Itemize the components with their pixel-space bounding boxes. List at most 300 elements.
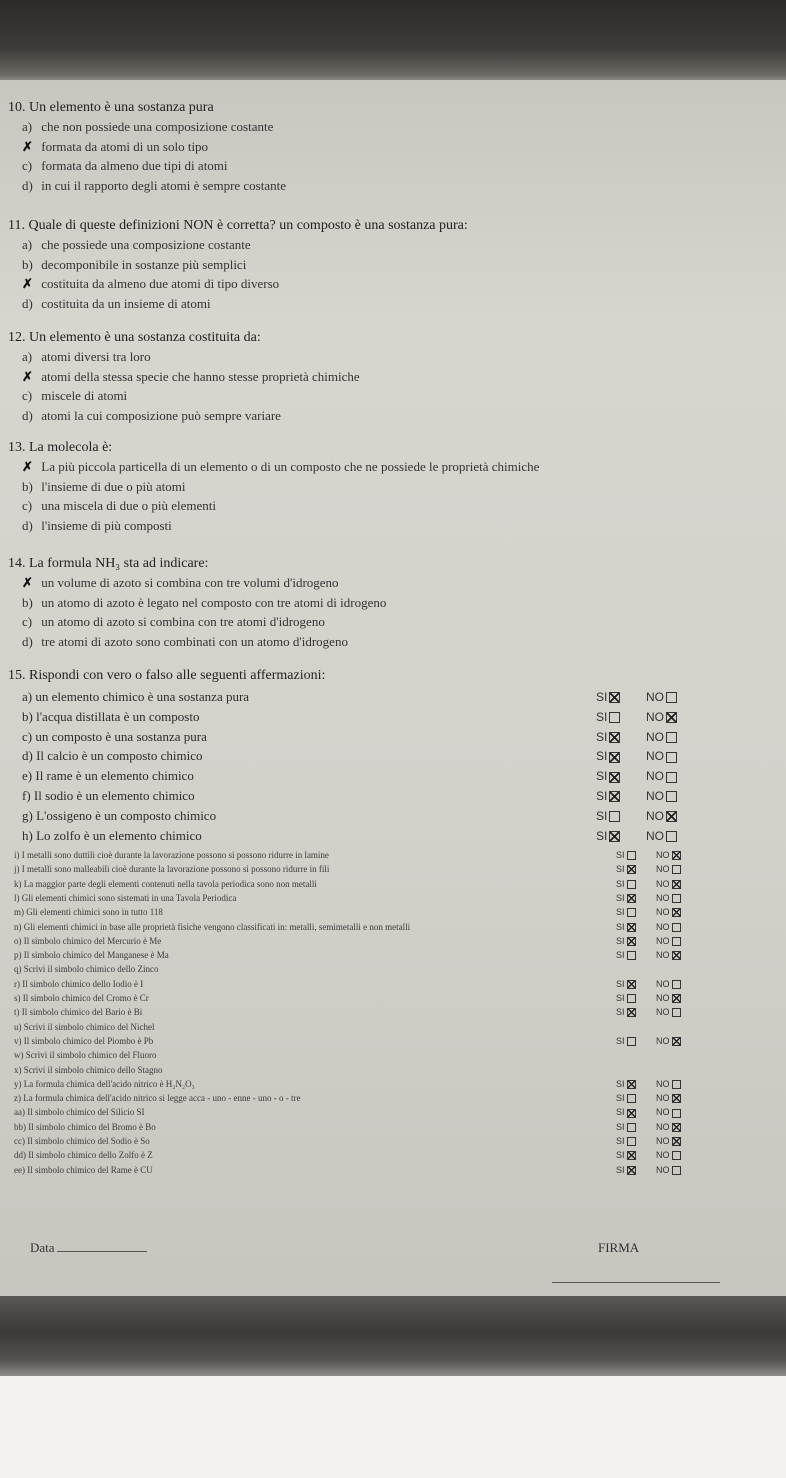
tf-small-item-22 [14, 1165, 153, 1175]
option-4-3[interactable] [22, 634, 348, 650]
option-text: La più piccola particella di un elemento o di un composto che ne possiede le proprietà chimiche [41, 459, 540, 474]
no-label: NO [646, 769, 664, 784]
no-option[interactable] [646, 829, 677, 843]
tf-small-item-12 [14, 1022, 154, 1032]
question-number: 13. [8, 440, 26, 455]
si-label: SI [616, 950, 625, 961]
no-option[interactable] [656, 1122, 681, 1132]
option-text: costituita da un insieme di atomi [41, 295, 211, 311]
option-text: costituita da almeno due atomi di tipo diverso [41, 276, 280, 291]
item-text: L'ossigeno è un composto chimico [36, 807, 217, 823]
item-text: v) Il simbolo chimico del Piombo è Pb [14, 1035, 154, 1046]
no-option[interactable] [656, 879, 681, 889]
no-option[interactable] [646, 809, 677, 823]
no-checkbox[interactable] [666, 831, 677, 842]
si-option[interactable] [616, 879, 636, 889]
no-option[interactable] [656, 922, 681, 932]
question-text: Rispondi con vero o falso alle seguenti affermazioni: [29, 668, 326, 683]
option-letter: c) [22, 158, 33, 173]
no-checkbox[interactable] [672, 1166, 681, 1175]
no-label: NO [656, 935, 670, 946]
item-text: Il sodio è un elemento chimico [33, 788, 195, 803]
no-option[interactable] [656, 1079, 681, 1089]
si-checkbox[interactable] [627, 1166, 636, 1175]
question-4-title [8, 556, 208, 572]
tf-small-item-19 [14, 1122, 156, 1132]
si-checkbox[interactable] [627, 1037, 636, 1046]
no-checkbox[interactable] [672, 937, 681, 946]
tf-item-5 [22, 788, 195, 804]
tf-item-4 [22, 768, 194, 784]
si-label: SI [616, 993, 625, 1003]
no-label: NO [656, 1136, 670, 1146]
no-label: NO [646, 789, 664, 803]
item-text: j) I metalli sono malleabili cioè durante la lavorazione possono si possono ridurre in fili [14, 864, 330, 875]
si-checkbox[interactable] [627, 851, 636, 860]
option-1-0[interactable] [22, 237, 251, 253]
si-checkbox[interactable] [627, 894, 636, 903]
option-text: l'insieme di due o più atomi [41, 478, 186, 494]
date-label: Data [30, 1240, 55, 1255]
si-checkbox[interactable] [627, 951, 636, 960]
si-checkbox[interactable] [627, 1080, 636, 1089]
item-text: cc) Il simbolo chimico del Sodio è So [14, 1136, 150, 1146]
no-option[interactable] [656, 950, 681, 960]
no-option[interactable] [656, 1136, 681, 1146]
no-checkbox[interactable] [672, 880, 681, 889]
no-checkbox[interactable] [672, 923, 681, 932]
option-text: formata da almeno due tipi di atomi [41, 158, 228, 173]
si-label: SI [616, 1035, 625, 1046]
si-option[interactable] [616, 922, 636, 932]
no-checkbox[interactable] [672, 908, 681, 917]
option-2-3[interactable] [22, 408, 281, 424]
no-label: NO [656, 1150, 670, 1161]
si-label: SI [616, 1078, 625, 1089]
tf-small-item-6 [14, 936, 161, 946]
option-letter: c) [22, 498, 33, 513]
option-text: tre atomi di azoto sono combinati con un atomo d'idrogeno [41, 633, 348, 649]
si-checkbox[interactable] [627, 1109, 636, 1118]
no-option[interactable] [646, 749, 677, 763]
item-text: i) I metalli sono duttili cioè durante la lavorazione possono si possono ridurre in lamine [14, 850, 329, 860]
si-checkbox[interactable] [609, 831, 620, 842]
no-option[interactable] [646, 769, 677, 783]
si-checkbox[interactable] [609, 712, 620, 723]
option-3-1[interactable] [22, 479, 186, 495]
question-text: La molecola è: [29, 440, 113, 455]
no-label: NO [656, 892, 670, 903]
tf-small-item-4 [14, 907, 163, 917]
si-checkbox[interactable] [609, 692, 620, 703]
no-label: NO [656, 1078, 670, 1089]
signature-field[interactable] [598, 1240, 639, 1256]
si-label: SI [616, 850, 625, 860]
no-option[interactable] [656, 1007, 681, 1017]
no-checkbox[interactable] [672, 1151, 681, 1160]
option-1-1[interactable] [22, 257, 246, 273]
si-option[interactable] [616, 893, 636, 903]
option-letter: a) [22, 237, 33, 252]
no-checkbox[interactable] [672, 1137, 681, 1146]
option-text: un atomo di azoto è legato nel composto con tre atomi di idrogeno [41, 594, 387, 610]
no-checkbox[interactable] [672, 951, 681, 960]
item-letter: a) [22, 689, 33, 704]
si-checkbox[interactable] [627, 865, 636, 874]
si-label: SI [596, 828, 608, 843]
no-option[interactable] [646, 789, 677, 803]
item-text: y) La formula chimica dell'acido nitrico è H₂N₂O₃ [14, 1078, 195, 1089]
no-checkbox[interactable] [666, 811, 677, 822]
tf-small-item-10 [14, 993, 149, 1003]
si-label: SI [616, 878, 625, 889]
option-letter: b) [22, 594, 33, 610]
option-text: formata da atomi di un solo tipo [41, 138, 209, 154]
item-text: un elemento chimico è una sostanza pura [35, 689, 250, 704]
option-4-2[interactable] [22, 614, 325, 630]
no-checkbox[interactable] [666, 791, 677, 802]
selected-mark-icon: ✗ [22, 276, 33, 291]
signature-label: FIRMA [598, 1240, 640, 1255]
no-checkbox[interactable] [672, 1008, 681, 1017]
item-text: k) La maggior parte degli elementi contenuti nella tavola periodica sono non metalli [14, 878, 317, 889]
option-3-2[interactable] [22, 498, 216, 514]
no-checkbox[interactable] [672, 1123, 681, 1132]
option-text: l'insieme di più composti [41, 517, 172, 533]
no-label: NO [656, 864, 670, 875]
no-checkbox[interactable] [672, 1037, 681, 1046]
option-0-1[interactable] [22, 139, 208, 155]
si-option[interactable] [616, 936, 636, 946]
no-option[interactable] [656, 850, 681, 860]
si-option[interactable] [596, 829, 620, 843]
option-4-0[interactable] [22, 575, 339, 591]
si-checkbox[interactable] [627, 937, 636, 946]
no-label: NO [646, 690, 664, 704]
no-checkbox[interactable] [666, 772, 677, 783]
si-option[interactable] [616, 1093, 636, 1103]
option-3-3[interactable] [22, 518, 172, 534]
item-letter: g) [22, 807, 33, 823]
option-text: un atomo di azoto si combina con tre atomi d'idrogeno [41, 614, 325, 629]
item-text: r) Il simbolo chimico dello Iodio è I [14, 978, 144, 989]
tf-small-item-11 [14, 1007, 142, 1017]
no-checkbox[interactable] [666, 732, 677, 743]
si-label: SI [596, 808, 608, 823]
si-label: SI [616, 1150, 625, 1161]
no-label: NO [656, 1035, 670, 1046]
si-checkbox[interactable] [627, 1094, 636, 1103]
item-letter: h) [22, 827, 33, 843]
si-label: SI [596, 789, 608, 803]
selected-mark-icon: ✗ [22, 575, 33, 590]
option-4-1[interactable] [22, 595, 386, 611]
no-option[interactable] [656, 1107, 681, 1117]
no-label: NO [656, 850, 670, 860]
option-0-2[interactable] [22, 158, 228, 174]
tf-item-6 [22, 808, 216, 824]
tf-small-item-0 [14, 850, 329, 860]
si-checkbox[interactable] [627, 1137, 636, 1146]
si-label: SI [596, 749, 608, 764]
no-option[interactable] [656, 1036, 681, 1046]
tf-small-item-7 [14, 950, 169, 960]
selected-mark-icon: ✗ [22, 138, 33, 154]
no-label: NO [646, 729, 664, 744]
no-checkbox[interactable] [672, 851, 681, 860]
no-label: NO [646, 709, 664, 724]
si-option[interactable] [596, 769, 620, 783]
question-15-title [8, 668, 325, 684]
si-label: SI [596, 729, 608, 744]
no-option[interactable] [656, 907, 681, 917]
si-option[interactable] [616, 1036, 636, 1046]
option-0-0[interactable] [22, 119, 273, 135]
option-letter: b) [22, 478, 33, 494]
option-text: una miscela di due o più elementi [41, 498, 216, 513]
item-text: bb) Il simbolo chimico del Bromo è Bo [14, 1121, 156, 1132]
option-0-3[interactable] [22, 178, 286, 194]
item-text: m) Gli elementi chimici sono in tutto 118 [14, 907, 163, 918]
item-letter: e) [22, 768, 33, 784]
item-text: s) Il simbolo chimico del Cromo è Cr [14, 993, 149, 1003]
si-label: SI [596, 709, 608, 724]
no-label: NO [656, 978, 670, 989]
si-option[interactable] [616, 1007, 636, 1017]
no-label: NO [656, 993, 670, 1003]
item-text: z) La formula chimica dell'acido nitrico si legge acca - uno - enne - uno - o - tre [14, 1093, 301, 1104]
no-label: NO [656, 878, 670, 889]
no-label: NO [656, 1121, 670, 1132]
no-option[interactable] [646, 730, 677, 744]
si-label: SI [616, 1136, 625, 1146]
question-3-title [8, 440, 112, 456]
tf-item-2 [22, 729, 207, 745]
question-number: 12. [8, 330, 26, 345]
tf-small-item-16 [14, 1079, 195, 1089]
question-0-title [8, 100, 214, 116]
si-option[interactable] [616, 864, 636, 874]
si-option[interactable] [616, 993, 636, 1003]
question-text: La formula NH₃ sta ad indicare: [29, 556, 209, 571]
option-letter: c) [22, 614, 33, 629]
tf-small-item-5 [14, 922, 410, 932]
no-label: NO [656, 921, 670, 932]
option-text: atomi della stessa specie che hanno stesse proprietà chimiche [41, 368, 360, 384]
tf-small-item-13 [14, 1036, 153, 1046]
no-label: NO [656, 1164, 670, 1175]
background-top-shadow [0, 0, 786, 88]
si-option[interactable] [596, 730, 620, 744]
tf-item-0 [22, 689, 249, 705]
option-2-1[interactable] [22, 369, 360, 385]
tf-small-item-9 [14, 979, 143, 989]
item-text: dd) Il simbolo chimico dello Zolfo è Z [14, 1150, 153, 1161]
si-option[interactable] [596, 809, 620, 823]
no-checkbox[interactable] [672, 994, 681, 1003]
question-text: Quale di queste definizioni NON è corretta? un composto è una sostanza pura: [28, 218, 468, 233]
date-field[interactable] [30, 1240, 147, 1256]
no-option[interactable] [656, 1093, 681, 1103]
si-option[interactable] [616, 850, 636, 860]
option-letter: b) [22, 256, 33, 272]
si-option[interactable] [616, 950, 636, 960]
signature-line[interactable] [552, 1282, 720, 1283]
no-option[interactable] [656, 864, 681, 874]
option-text: un volume di azoto si combina con tre volumi d'idrogeno [41, 575, 339, 590]
item-text: Il rame è un elemento chimico [35, 768, 194, 784]
no-option[interactable] [656, 993, 681, 1003]
item-text: o) Il simbolo chimico del Mercurio è Me [14, 935, 162, 946]
no-label: NO [656, 1107, 670, 1118]
si-option[interactable] [596, 690, 620, 704]
si-checkbox[interactable] [609, 752, 620, 763]
option-text: in cui il rapporto degli atomi è sempre costante [41, 177, 287, 193]
option-letter: d) [22, 517, 33, 533]
si-checkbox[interactable] [609, 811, 620, 822]
option-letter: d) [22, 177, 33, 193]
no-checkbox[interactable] [672, 1094, 681, 1103]
date-line[interactable] [57, 1251, 147, 1252]
option-text: che possiede una composizione costante [41, 237, 251, 252]
item-text: w) Scrivi il simbolo chimico del Fluoro [14, 1050, 157, 1061]
option-text: decomponibile in sostanze più semplici [41, 256, 247, 272]
item-text: t) Il simbolo chimico del Bario è Bi [14, 1007, 143, 1018]
tf-small-item-17 [14, 1093, 301, 1103]
option-text: che non possiede una composizione costante [41, 119, 274, 134]
no-option[interactable] [646, 710, 677, 724]
si-checkbox[interactable] [609, 732, 620, 743]
option-1-2[interactable] [22, 276, 279, 292]
item-text: x) Scrivi il simbolo chimico dello Stagno [14, 1064, 163, 1075]
item-letter: c) [22, 728, 33, 744]
si-label: SI [616, 1164, 625, 1175]
item-letter: d) [22, 748, 33, 764]
tf-small-item-8 [14, 964, 158, 974]
si-checkbox[interactable] [609, 791, 620, 802]
no-label: NO [656, 907, 670, 918]
si-label: SI [616, 1093, 625, 1104]
question-text: Un elemento è una sostanza costituita da: [29, 330, 261, 345]
si-label: SI [596, 690, 608, 704]
tf-item-7 [22, 828, 202, 844]
item-text: l) Gli elementi chimici sono sistemati in una Tavola Periodica [14, 892, 237, 903]
option-text: atomi diversi tra loro [41, 349, 151, 364]
si-label: SI [616, 1007, 625, 1018]
no-option[interactable] [656, 979, 681, 989]
si-option[interactable] [596, 749, 620, 763]
item-text: p) Il simbolo chimico del Manganese è Ma [14, 950, 169, 961]
question-number: 14. [8, 556, 26, 571]
si-checkbox[interactable] [627, 980, 636, 989]
item-text: Il calcio è un composto chimico [36, 748, 203, 764]
question-number: 15. [8, 668, 26, 683]
no-label: NO [656, 950, 670, 961]
option-letter: a) [22, 119, 33, 134]
tf-small-item-18 [14, 1107, 144, 1117]
option-letter: c) [22, 388, 33, 403]
si-label: SI [616, 935, 625, 946]
tf-item-3 [22, 748, 203, 764]
background-bottom-shadow [0, 1296, 786, 1376]
si-checkbox[interactable] [627, 908, 636, 917]
option-2-0[interactable] [22, 349, 151, 365]
item-text: q) Scrivi il simbolo chimico dello Zinco [14, 964, 159, 975]
si-checkbox[interactable] [627, 994, 636, 1003]
question-2-title [8, 330, 261, 346]
si-label: SI [596, 769, 608, 784]
no-option[interactable] [646, 690, 677, 704]
si-checkbox[interactable] [627, 1008, 636, 1017]
option-2-2[interactable] [22, 388, 127, 404]
si-option[interactable] [616, 1079, 636, 1089]
no-label: NO [646, 749, 664, 764]
si-checkbox[interactable] [627, 1123, 636, 1132]
option-letter: d) [22, 295, 33, 311]
option-text: atomi la cui composizione può sempre variare [41, 407, 281, 423]
tf-small-item-21 [14, 1150, 153, 1160]
no-option[interactable] [656, 1165, 681, 1175]
tf-small-item-15 [14, 1065, 163, 1075]
option-1-3[interactable] [22, 296, 211, 312]
tf-small-item-3 [14, 893, 236, 903]
si-option[interactable] [616, 1107, 636, 1117]
si-checkbox[interactable] [627, 880, 636, 889]
no-checkbox[interactable] [666, 712, 677, 723]
item-text: n) Gli elementi chimici in base alle proprietà fisiche vengono classificati in: metalli, semimetalli e non metalli [14, 921, 411, 932]
option-text: miscele di atomi [41, 388, 128, 403]
si-checkbox[interactable] [627, 923, 636, 932]
item-text: l'acqua distillata è un composto [36, 708, 200, 724]
si-option[interactable] [616, 979, 636, 989]
si-checkbox[interactable] [609, 772, 620, 783]
si-option[interactable] [596, 789, 620, 803]
si-label: SI [616, 892, 625, 903]
item-text: aa) Il simbolo chimico del Silicio SI [14, 1107, 145, 1118]
si-option[interactable] [616, 1150, 636, 1160]
si-option[interactable] [596, 710, 620, 724]
si-label: SI [616, 921, 625, 932]
si-option[interactable] [616, 1136, 636, 1146]
selected-mark-icon: ✗ [22, 368, 33, 384]
si-checkbox[interactable] [627, 1151, 636, 1160]
no-checkbox[interactable] [672, 1080, 681, 1089]
si-option[interactable] [616, 907, 636, 917]
no-checkbox[interactable] [666, 692, 677, 703]
option-3-0[interactable] [22, 459, 539, 475]
no-checkbox[interactable] [672, 865, 681, 874]
si-label: SI [616, 864, 625, 875]
no-checkbox[interactable] [666, 752, 677, 763]
no-checkbox[interactable] [672, 1109, 681, 1118]
question-number: 11. [8, 218, 25, 233]
si-option[interactable] [616, 1122, 636, 1132]
no-option[interactable] [656, 893, 681, 903]
question-number: 10. [8, 100, 26, 115]
si-option[interactable] [616, 1165, 636, 1175]
no-option[interactable] [656, 1150, 681, 1160]
no-checkbox[interactable] [672, 894, 681, 903]
no-label: NO [646, 808, 664, 823]
item-text: ee) Il simbolo chimico del Rame è CU [14, 1164, 153, 1175]
si-label: SI [616, 907, 625, 918]
question-1-title [8, 218, 468, 234]
no-option[interactable] [656, 936, 681, 946]
option-letter: a) [22, 349, 33, 364]
tf-small-item-1 [14, 864, 329, 874]
question-text: Un elemento è una sostanza pura [29, 100, 214, 115]
no-checkbox[interactable] [672, 980, 681, 989]
